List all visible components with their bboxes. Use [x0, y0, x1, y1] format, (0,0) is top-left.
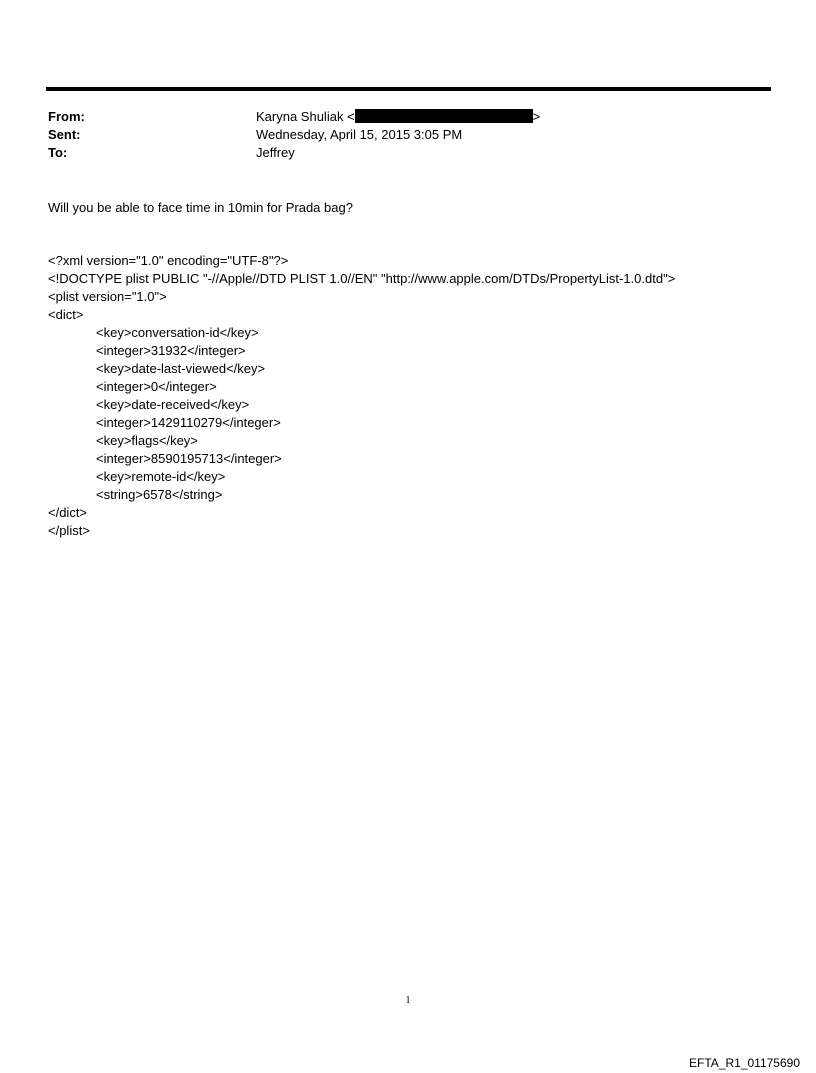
xml-line: <plist version="1.0"> — [48, 289, 167, 304]
xml-line: <key>date-received</key> — [96, 397, 250, 412]
bates-number: EFTA_R1_01175690 — [689, 1056, 800, 1070]
sent-value: Wednesday, April 15, 2015 3:05 PM — [256, 127, 463, 142]
xml-line: <string>6578</string> — [96, 487, 223, 502]
from-value — [256, 108, 540, 126]
sender-name: Karyna Shuliak < — [256, 109, 355, 124]
page-number: 1 — [405, 995, 411, 1006]
xml-line: <?xml version="1.0" encoding="UTF-8"?> — [48, 253, 289, 268]
xml-line: <key>conversation-id</key> — [96, 325, 259, 340]
xml-line: <key>flags</key> — [96, 433, 198, 448]
xml-line: <key>remote-id</key> — [96, 469, 226, 484]
to-label: To: — [48, 145, 68, 160]
xml-line: <integer>1429110279</integer> — [96, 415, 281, 430]
xml-line: <integer>8590195713</integer> — [96, 451, 282, 466]
redaction-block — [355, 109, 533, 123]
to-value: Jeffrey — [256, 145, 295, 160]
xml-line: </dict> — [48, 505, 88, 520]
sender-email-close: > — [532, 109, 541, 124]
sent-label: Sent: — [48, 127, 81, 142]
xml-line: <!DOCTYPE plist PUBLIC "-//Apple//DTD PLIST 1.0//EN" "http://www.apple.com/DTDs/PropertyList-1.0.dtd"> — [48, 271, 676, 286]
xml-line: <integer>31932</integer> — [96, 343, 246, 358]
xml-plist-block — [48, 252, 675, 540]
from-label: From: — [48, 109, 85, 124]
xml-line: <integer>0</integer> — [96, 379, 217, 394]
xml-line: <key>date-last-viewed</key> — [96, 361, 266, 376]
message-body: Will you be able to face time in 10min for Prada bag? — [48, 200, 353, 215]
header-rule — [46, 87, 771, 91]
xml-line: </plist> — [48, 523, 90, 538]
xml-line: <dict> — [48, 307, 84, 322]
